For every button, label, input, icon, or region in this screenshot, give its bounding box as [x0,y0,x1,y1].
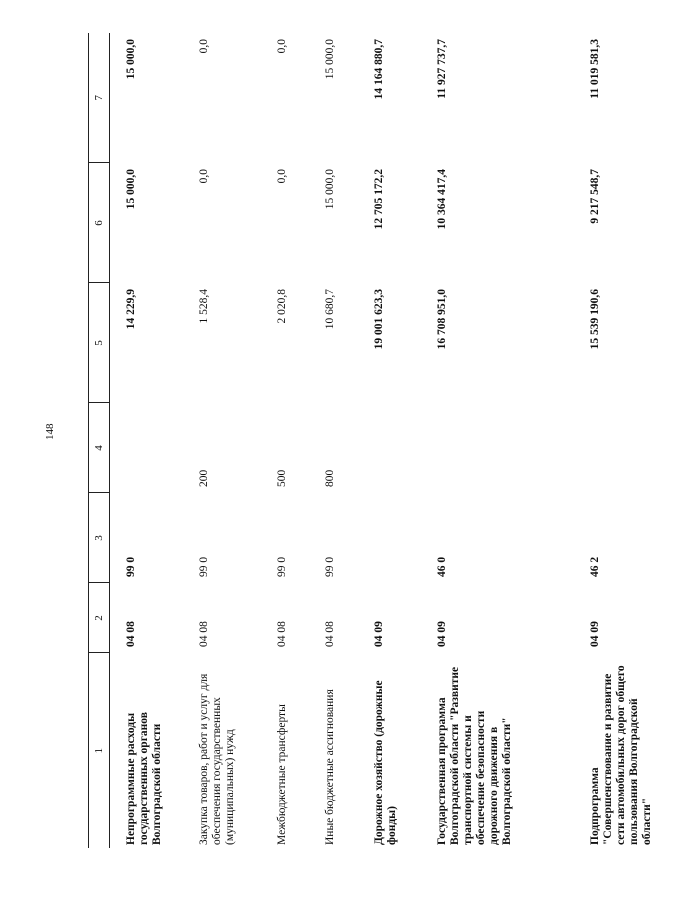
budget-table-rotated [88,33,653,848]
program-code: 99 0 [198,556,210,577]
amount-col7: 14 164 880,7 [373,39,385,100]
table-row [574,33,699,848]
amount-col5: 2 020,8 [276,289,288,324]
expense-type-code: 200 [198,469,210,487]
column-header-4: 4 [89,403,110,493]
expense-type-code [358,403,421,493]
row-name: Непрограммные расходы государственных органов Волгоградской области [125,712,163,845]
amount-col6: 0,0 [198,169,210,184]
table-row [358,33,421,848]
row-name: Иные бюджетные ассигнования [324,689,336,845]
amount-col6: 15 000,0 [324,169,336,210]
column-header-5: 5 [89,283,110,403]
table-row [110,33,184,848]
amount-col7: 15 000,0 [324,39,336,80]
amount-col7: 15 000,0 [125,39,137,80]
program-code: 99 0 [276,556,288,577]
row-name: Подпрограмма "Совершенствование и развитие сети автомобильных дорог общего пользования Волгоградской области" [589,665,653,845]
table-row [309,33,358,848]
expense-type-code: 800 [324,469,336,487]
expense-type-code: 500 [276,469,288,487]
row-name: Межбюджетные трансферты [276,704,288,845]
budget-table [88,33,699,848]
amount-col7: 0,0 [198,39,210,54]
column-header-2: 2 [89,583,110,653]
amount-col6: 12 705 172,2 [373,169,385,230]
row-name: Закупка товаров, работ и услуг для обеспечения государственных (муниципальных) нужд [198,673,236,845]
section-code: 04 09 [436,621,448,647]
column-header-7: 7 [89,33,110,163]
expense-type-code [110,403,184,493]
column-header-6: 6 [89,163,110,283]
column-header-1: 1 [89,653,110,848]
program-code: 99 0 [125,556,137,577]
program-code: 46 2 [589,556,601,577]
amount-col7: 11 927 737,7 [436,39,448,99]
section-code: 04 08 [324,621,336,647]
column-header-3: 3 [89,493,110,583]
program-code [358,493,421,583]
amount-col5: 15 539 190,6 [589,289,601,350]
amount-col5: 14 229,9 [125,289,137,330]
section-code: 04 08 [198,621,210,647]
section-code: 04 08 [276,621,288,647]
program-code: 99 0 [324,556,336,577]
page-number: 148 [44,423,56,440]
section-code: 04 09 [373,621,385,647]
amount-col5: 19 001 623,3 [373,289,385,350]
amount-col6: 9 217 548,7 [589,169,601,224]
table-row [261,33,309,848]
section-code: 04 09 [589,621,601,647]
table-row [183,33,261,848]
table-row [421,33,574,848]
amount-col5: 16 708 951,0 [436,289,448,350]
amount-col6: 15 000,0 [125,169,137,210]
amount-col7: 0,0 [276,39,288,54]
column-number-row [89,33,110,848]
expense-type-code [574,403,699,493]
amount-col5: 10 680,7 [324,289,336,330]
amount-col6: 0,0 [276,169,288,184]
program-code: 46 0 [436,556,448,577]
amount-col6: 10 364 417,4 [436,169,448,230]
amount-col7: 11 019 581,3 [589,39,601,99]
expense-type-code [421,403,574,493]
section-code: 04 08 [125,621,137,647]
row-name: Государственная программа Волгоградской области "Развитие транспортной системы и обеспечение безопасности дорожного движения в Волгоградской области" [436,666,513,845]
amount-col5: 1 528,4 [198,289,210,324]
row-name: Дорожное хозяйство (дорожные фонды) [373,680,398,845]
